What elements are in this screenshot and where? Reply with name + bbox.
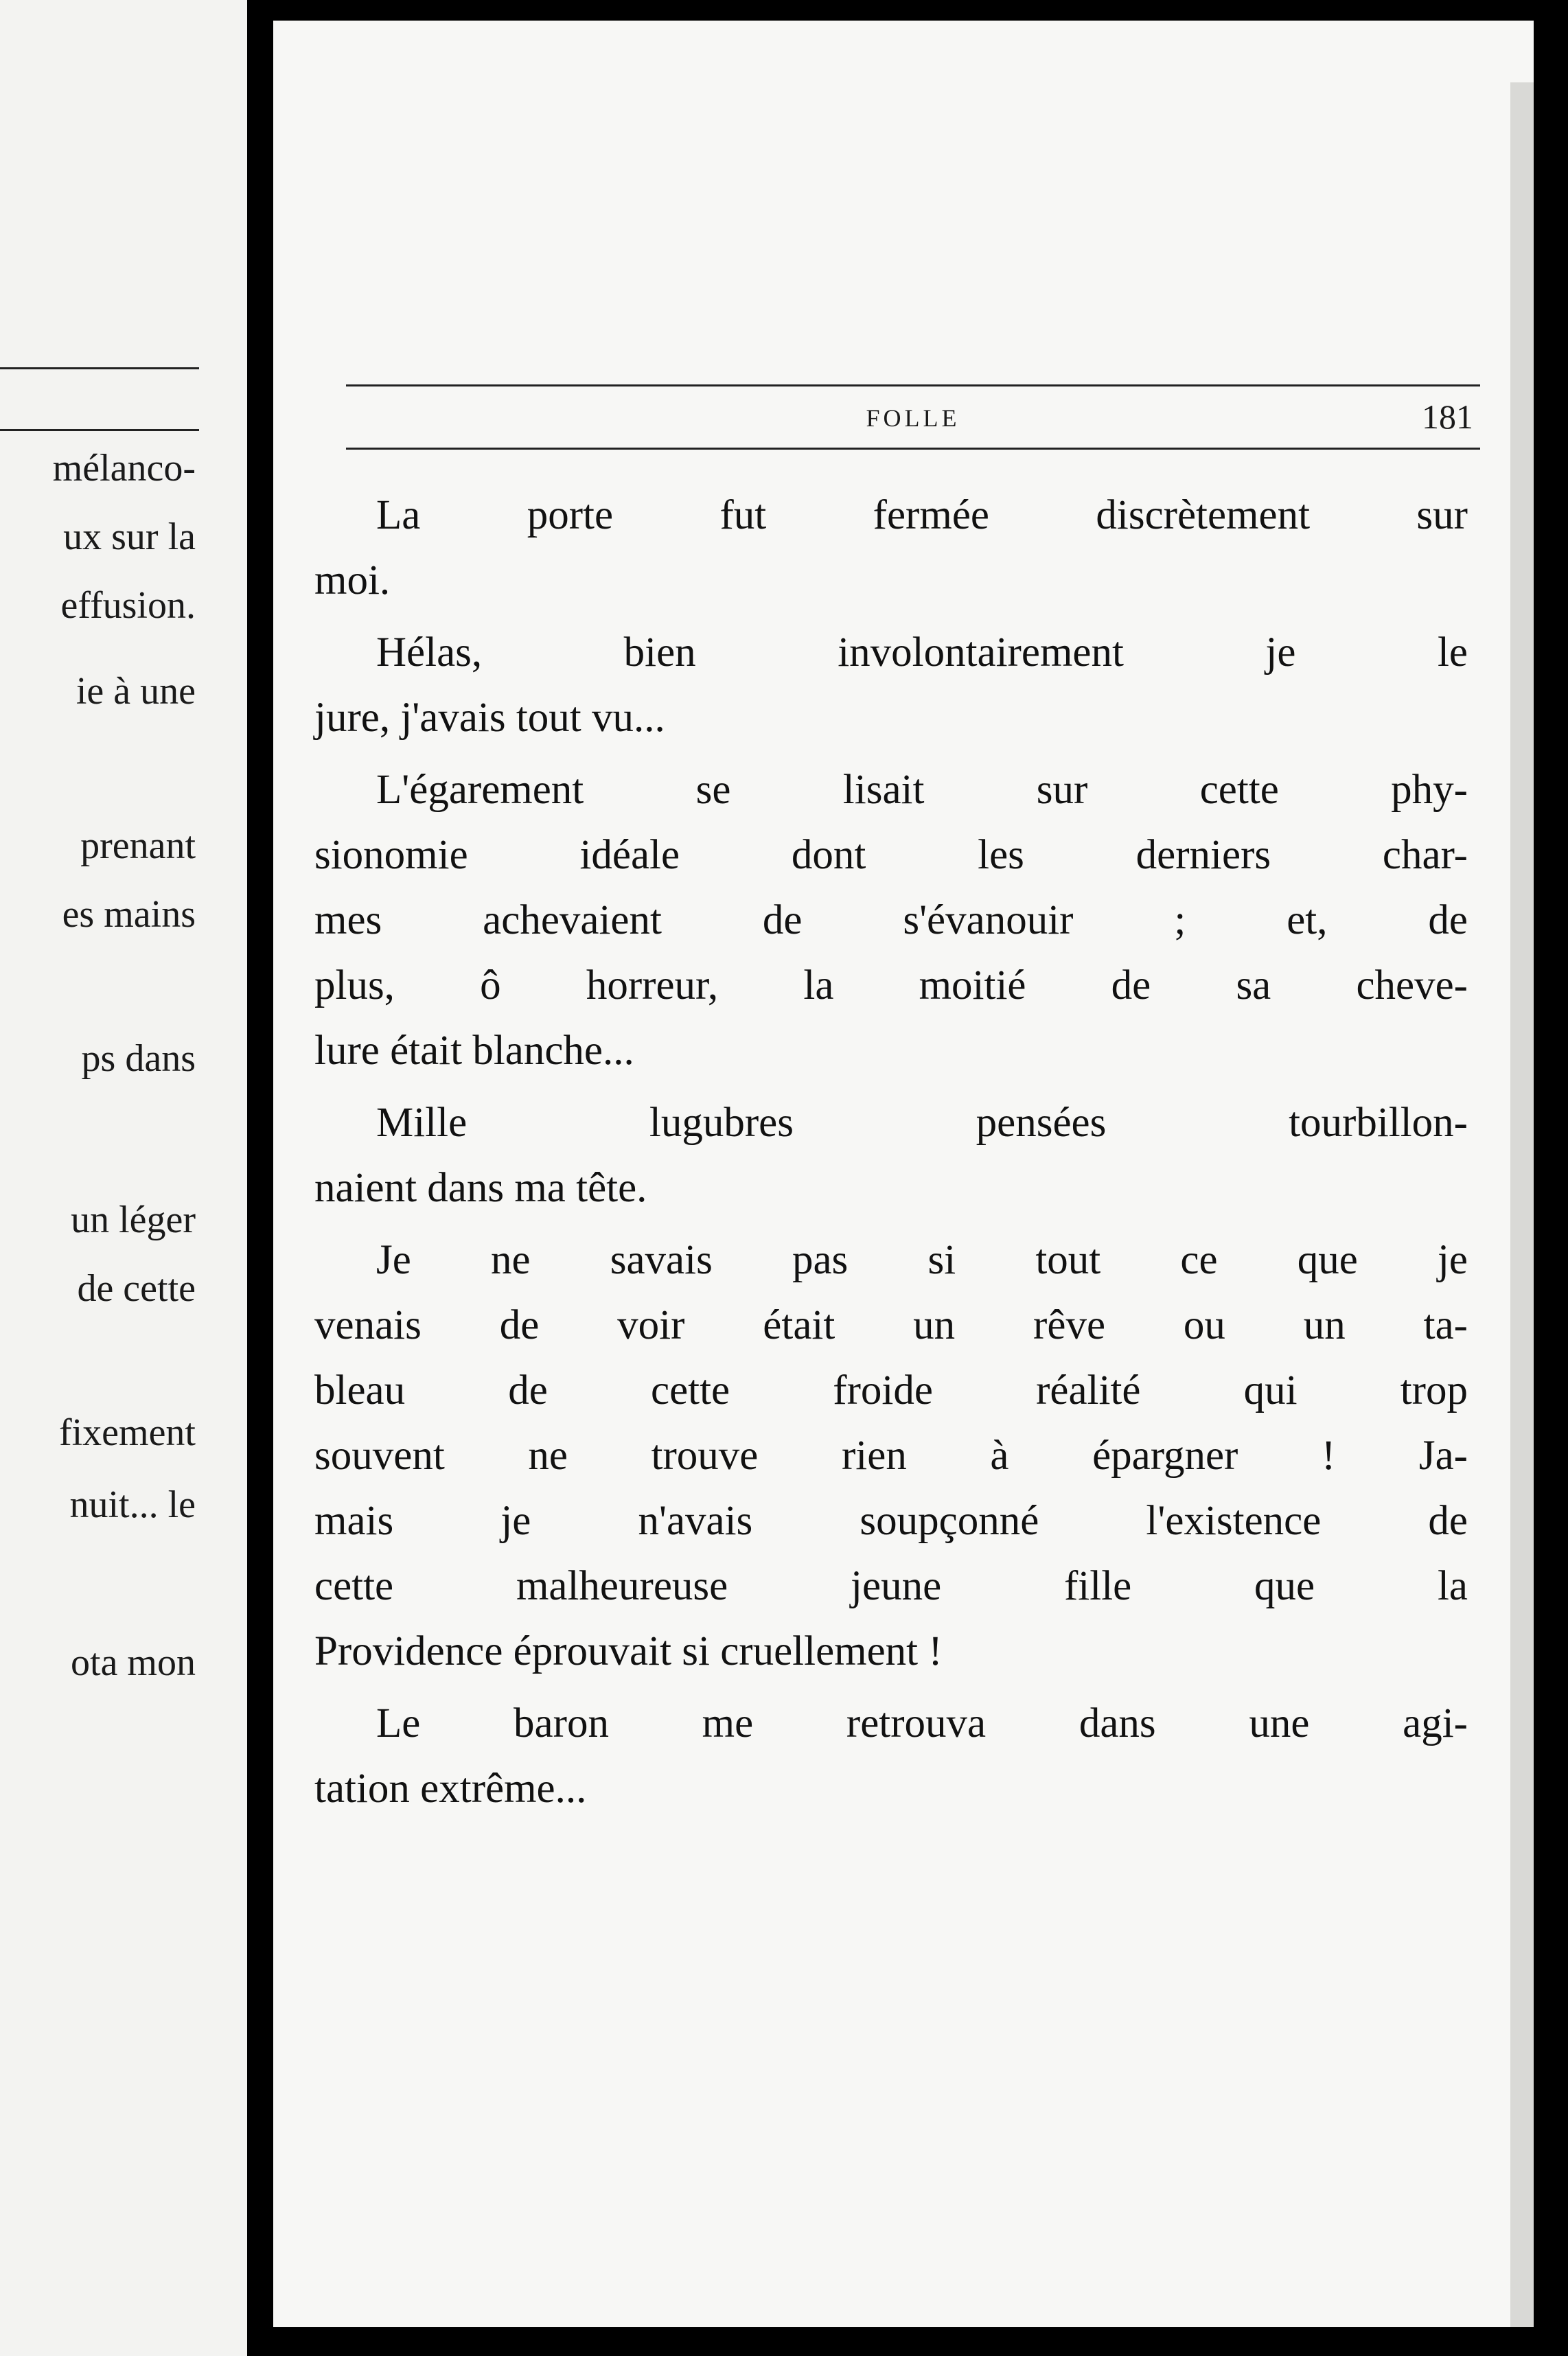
left-line: un léger [71,1199,196,1241]
text-line: souvent ne trouve rien à épargner ! Ja- [314,1433,1468,1479]
text-line: Le baron me retrouva dans une agi- [376,1700,1468,1746]
running-title: FOLLE [866,404,960,432]
text-line: plus, ô horreur, la moitié de sa cheve- [314,962,1468,1008]
left-line: nuit... le [69,1483,196,1526]
left-line: de cette [77,1267,196,1310]
text-line: moi. [314,557,391,603]
page-edge [1510,82,1534,2327]
left-header-rule-bottom [0,429,199,431]
left-header-rule-top [0,367,199,369]
text-line: Hélas, bien involontairement je le [376,630,1468,675]
text-line: tation extrême... [314,1766,587,1812]
text-line: Providence éprouvait si cruellement ! [314,1628,943,1674]
book-page [273,21,1534,2327]
left-line: ux sur la [63,516,196,558]
text-line: sionomie idéale dont les derniers char- [314,832,1468,878]
text-line: Mille lugubres pensées tourbillon- [376,1100,1468,1146]
text-line: bleau de cette froide réalité qui trop [314,1367,1468,1413]
left-line: es mains [62,893,196,936]
text-line: naient dans ma tête. [314,1165,647,1211]
running-head [346,384,1480,481]
left-line: ota mon [71,1641,196,1684]
text-line: venais de voir était un rêve ou un ta- [314,1302,1468,1348]
left-line: mélanco- [52,447,196,489]
left-line: fixement [58,1411,196,1454]
header-rule-bottom [346,448,1480,450]
header-rule-top [346,384,1480,386]
left-facing-page [0,0,247,2356]
text-line: mes achevaient de s'évanouir ; et, de [314,897,1468,943]
text-line: La porte fut fermée discrètement sur [376,492,1468,538]
text-line: cette malheureuse jeune fille que la [314,1563,1468,1609]
left-line: ie à une [76,670,196,713]
text-line: L'égarement se lisait sur cette phy- [376,767,1468,813]
page-number: 181 [1422,397,1473,436]
left-line: ps dans [81,1037,196,1080]
text-line: Je ne savais pas si tout ce que je [376,1237,1468,1283]
text-line: jure, j'avais tout vu... [314,695,665,741]
left-line: effusion. [60,584,196,627]
text-line: lure était blanche... [314,1028,634,1074]
left-line: prenant [80,824,196,867]
text-line: mais je n'avais soupçonné l'existence de [314,1498,1468,1544]
